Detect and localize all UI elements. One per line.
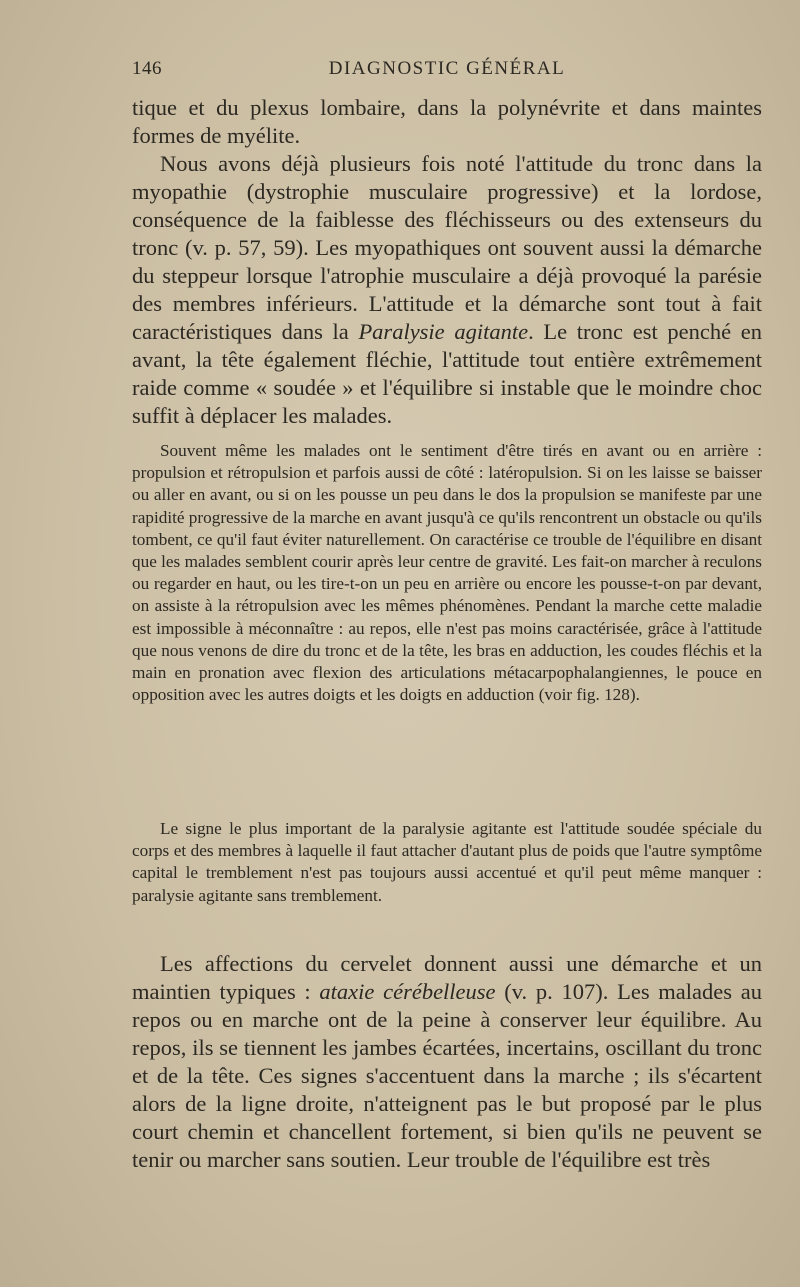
paragraph-continuation: tique et du plexus lombaire, dans la polynévrite et dans maintes formes de myélite. <box>132 95 762 148</box>
italic-term: Paralysie agitante <box>358 319 529 344</box>
small-print-block-propulsion <box>132 440 762 706</box>
page-number: 146 <box>132 58 162 79</box>
running-title: DIAGNOSTIC GÉNÉRAL <box>328 58 566 79</box>
paragraph-text: Les affections du cervelet donnent aussi une démarche et un maintien typiques : <box>132 951 762 1004</box>
paragraph-text: (v. p. 107). Les malades au repos ou en marche ont de la peine à conserver leur équilibre. Au repos, ils se tiennent les jambes écartées, incertains, oscillant du tronc et de la tête. Ces signes s'accentuent dans la marche ; ils s'écartent alors de la ligne droite, n'atteignent pas le but proposé par le plus court chemin et chancellent fortement, si bien qu'ils ne peuvent se tenir ou marcher sans soutien. Leur trouble de l'équilibre est très <box>132 979 762 1172</box>
italic-term: ataxie cérébelleuse <box>319 979 496 1004</box>
paragraph-text: Nous avons déjà plusieurs fois noté l'attitude du tronc dans la myopathie (dystrophie musculaire progressive) et la lordose, conséquence de la faiblesse des fléchisseurs ou des extenseurs du tronc (v. p. 57, 59). Les myopathiques ont souvent aussi la démarche du steppeur lorsque l'atrophie musculaire a déjà provoqué la parésie des membres inférieurs. L'attitude et la démarche sont tout à fait caractéristiques dans la <box>132 151 762 344</box>
running-head <box>132 58 762 88</box>
body-text-block-cerebellum <box>132 950 762 1174</box>
paragraph-important-sign: Le signe le plus important de la paralysie agitante est l'attitude soudée spéciale du corps et des membres à laquelle il faut attacher d'autant plus de poids que l'autre symptôme capital le tremblement n'est pas toujours aussi accentué et qu'il peut même manquer : paralysie agitante sans tremblement. <box>132 819 762 905</box>
paragraph-cerebellum <box>132 950 762 1174</box>
paragraph-propulsion: Souvent même les malades ont le sentiment d'être tirés en avant ou en arrière : propulsion et rétropulsion et parfois aussi de côté : latéropulsion. Si on les laisse se baisser ou aller en avant, ou si on les pousse un peu dans le dos la propulsion se manifeste par une rapidité progressive de la marche en avant jusqu'à ce qu'ils rencontrent un obstacle ou qu'ils tombent, ce qu'il faut éviter naturellement. On caractérise ce trouble de l'équilibre en disant que les malades semblent courir après leur centre de gravité. Les fait-on marcher à reculons ou regarder en haut, ou les tire-t-on un peu en arrière ou encore les pousse-t-on par devant, on assiste à la rétropulsion avec les mêmes phénomènes. Pendant la marche cette maladie est impossible à méconnaître : au repos, elle n'est pas moins caractérisée, grâce à l'attitude que nous venons de dire du tronc et de la tête, les bras en adduction, les coudes fléchis et la main en pronation avec flexion des articulations métacarpophalangiennes, le pouce en opposition avec les autres doigts et les doigts en adduction (voir fig. 128). <box>132 441 762 705</box>
small-print-block-sign <box>132 818 762 907</box>
paragraph-text: . Le tronc est penché en avant, la tête également fléchie, l'attitude tout entière extrêmement raide comme « soudée » et l'équilibre si instable que le moindre choc suffit à déplacer les malades. <box>132 319 762 428</box>
body-text-block-1 <box>132 94 762 430</box>
paragraph-myopathy-paralysis <box>132 150 762 430</box>
